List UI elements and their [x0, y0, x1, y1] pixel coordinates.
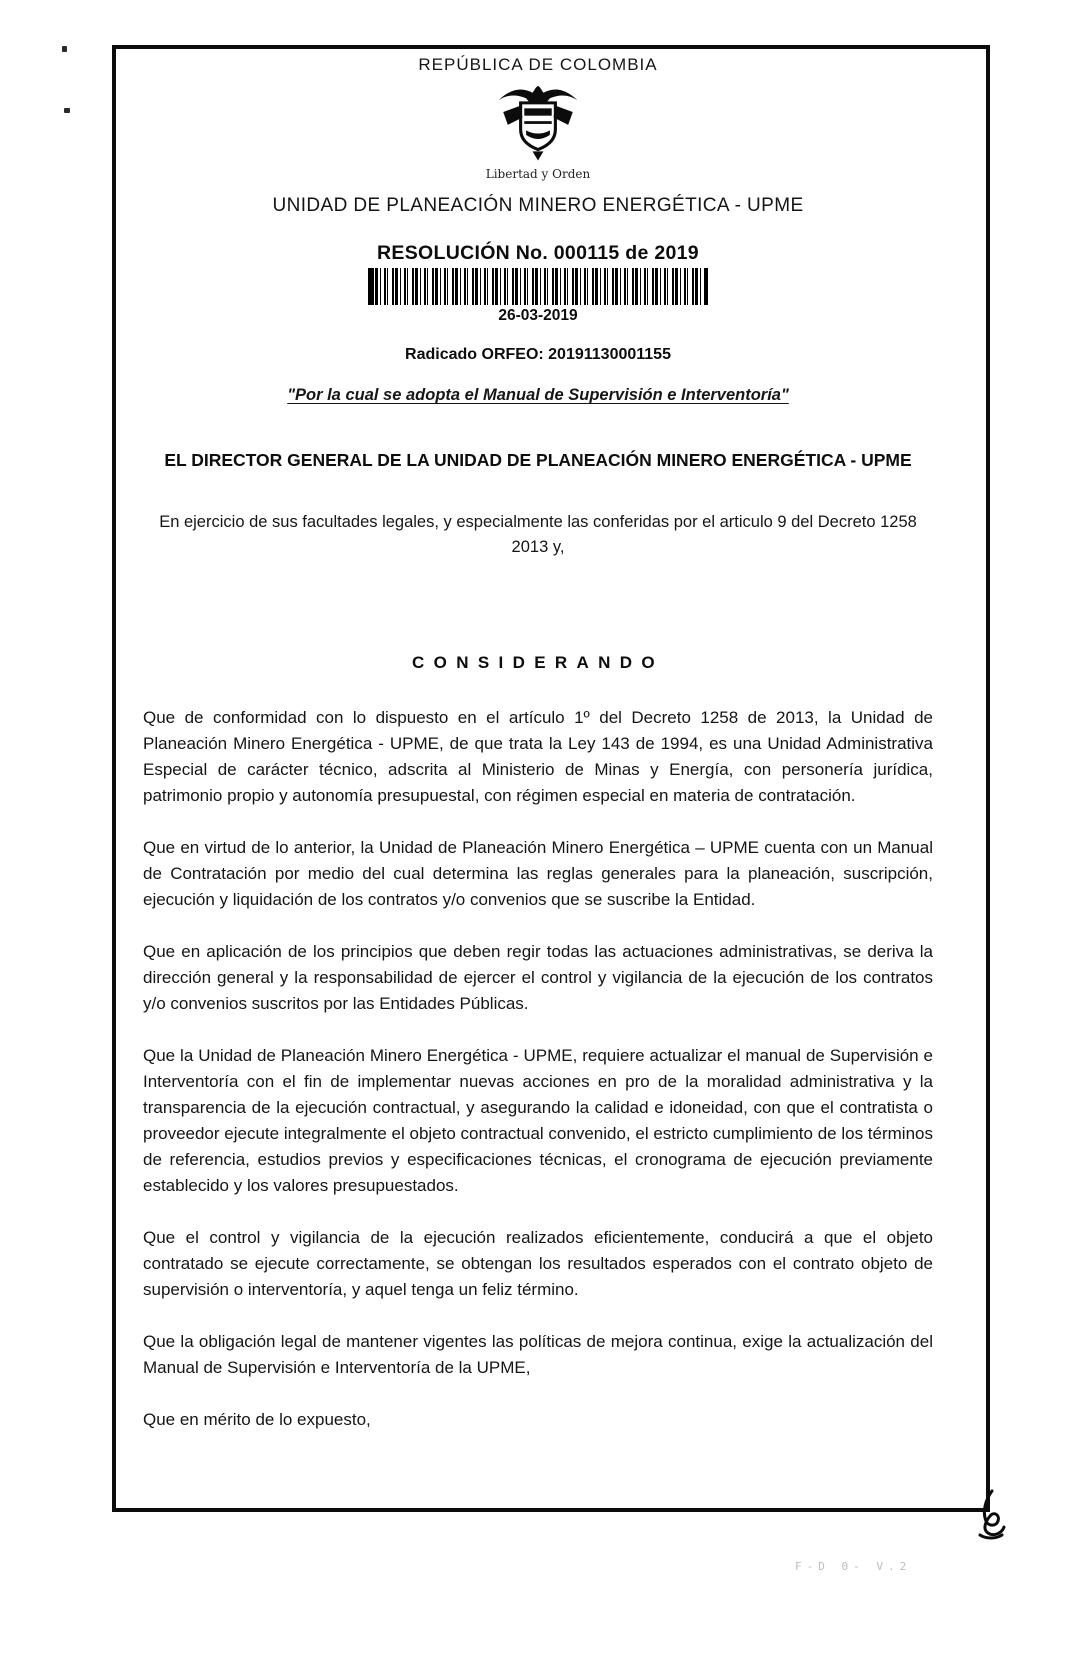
- resolution-title: RESOLUCIÓN No. 000115 de 2019: [377, 242, 699, 264]
- faculties-line: En ejercicio de sus facultades legales, y especialmente las conferidas por el articulo 9 del Decreto 1258 2013 y,: [159, 513, 917, 556]
- republic-title: REPÚBLICA DE COLOMBIA: [418, 55, 658, 74]
- entity-name: UNIDAD DE PLANEACIÓN MINERO ENERGÉTICA - UPME: [272, 195, 804, 216]
- radicado-line: Radicado ORFEO: 20191130001155: [405, 346, 671, 363]
- document-content: [143, 49, 933, 1508]
- footer-form-code: F-D 0- V.2: [795, 1560, 912, 1573]
- considerando-heading: CONSIDERANDO: [412, 653, 664, 672]
- resolution-date: 26-03-2019: [498, 307, 578, 324]
- paragraph-5: Que el control y vigilancia de la ejecución realizados eficientemente, conducirá a que el objeto contratado se ejecute correctamente, se obtengan los resultados esperados con el contrato objeto de supervisión o interventoría, y aquel tenga un feliz término.: [143, 1228, 933, 1299]
- coat-of-arms: [143, 80, 933, 171]
- scan-dot: [62, 46, 67, 52]
- document-frame: [112, 45, 990, 1512]
- paragraph-2: Que en virtud de lo anterior, la Unidad de Planeación Minero Energética – UPME cuenta con un Manual de Contratación por medio del cual determina las reglas generales para la planeación, suscripción, ejecución y liquidación de los contratos y/o convenios que se suscribe la Entidad.: [143, 838, 933, 909]
- ink-squiggle-mark: [972, 1489, 1014, 1546]
- barcode-row: [143, 268, 933, 305]
- scan-dot: [64, 108, 70, 113]
- paragraph-7: Que en mérito de lo expuesto,: [143, 1410, 371, 1429]
- paragraph-6: Que la obligación legal de mantener vigentes las políticas de mejora continua, exige la actualización del Manual de Supervisión e Interventoría de la UPME,: [143, 1332, 933, 1377]
- coat-of-arms-motto: Libertad y Orden: [485, 167, 591, 181]
- barcode-image: [368, 268, 708, 305]
- resolution-subject: "Por la cual se adopta el Manual de Supervisión e Interventoría": [287, 386, 789, 404]
- paragraph-1: Que de conformidad con lo dispuesto en el artículo 1º del Decreto 1258 de 2013, la Unidad de Planeación Minero Energética - UPME, de que trata la Ley 143 de 1994, es una Unidad Administrativa Especial de carácter técnico, adscrita al Ministerio de Minas y Energía, con personería jurídica, patrimonio propio y autonomía presupuestal, con régimen especial en materia de contratación.: [143, 708, 933, 805]
- considerando-paragraphs: [143, 705, 933, 1459]
- authority-heading: EL DIRECTOR GENERAL DE LA UNIDAD DE PLANEACIÓN MINERO ENERGÉTICA - UPME: [164, 450, 912, 470]
- paragraph-3: Que en aplicación de los principios que deben regir todas las actuaciones administrativas, se deriva la dirección general y la responsabilidad de ejercer el control y vigilancia de la ejecución de los contratos y/o convenios suscritos por las Entidades Públicas.: [143, 942, 933, 1013]
- paragraph-4: Que la Unidad de Planeación Minero Energética - UPME, requiere actualizar el manual de Supervisión e Interventoría con el fin de implementar nuevas acciones en pro de la moralidad administrativa y la transparencia de la ejecución contractual, y asegurando la calidad e idoneidad, con que el contratista o proveedor ejecute integralmente el objeto contractual convenido, el estricto cumplimiento de los términos de referencia, estudios previos y especificaciones técnicas, el cronograma de ejecución previamente establecido y los valores presupuestados.: [143, 1046, 933, 1195]
